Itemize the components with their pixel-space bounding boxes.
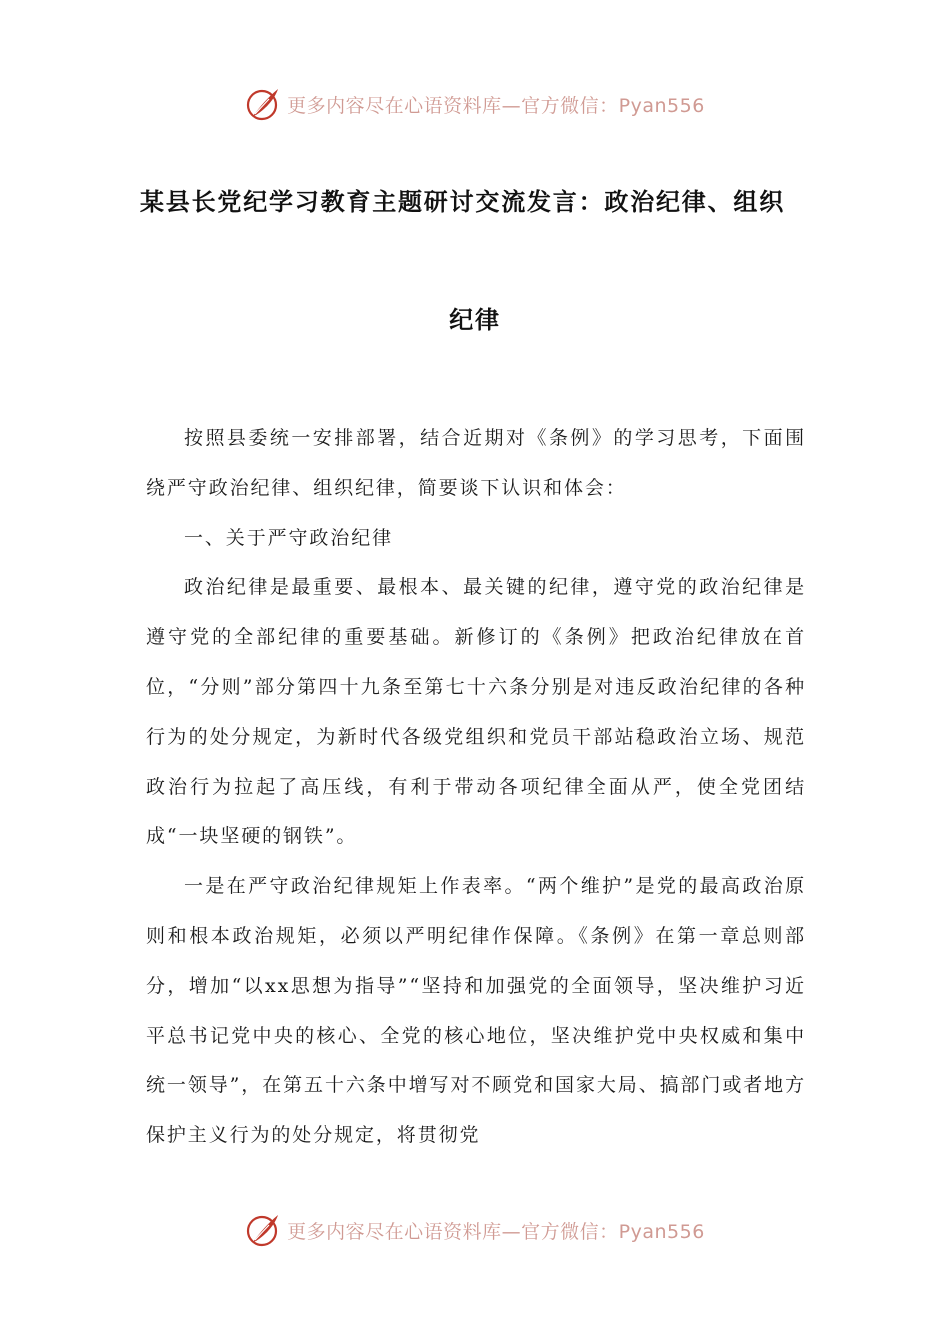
paragraph-point-one: 一是在严守政治纪律规矩上作表率。“两个维护”是党的最高政治原则和根本政治规矩，必须以严明纪律作保障。《条例》在第一章总则部分，增加“以xx思想为指导”“坚持和加强党的全面领导，坚决维护习近平总书记党中央的核心、全党的核心地位，坚决维护党中央权威和集中统一领导”，在第五十六条中增写对不顾党和国家大局、搞部门或者地方保护主义行为的处分规定，将贯彻党 xyxy=(146,875,806,1147)
paragraph-intro: 按照县委统一安排部署，结合近期对《条例》的学习思考，下面围绕严守政治纪律、组织纪律，简要谈下认识和体会： xyxy=(146,427,806,499)
document-title-line-1: 某县长党纪学习教育主题研讨交流发言：政治纪律、组织 xyxy=(140,188,785,216)
watermark-text: 更多内容尽在心语资料库—官方微信：Pyan556 xyxy=(287,94,705,117)
quill-pen-logo-icon xyxy=(245,86,281,122)
quill-pen-logo-icon xyxy=(245,1212,281,1248)
watermark-footer xyxy=(0,1208,950,1252)
document-body xyxy=(146,414,806,1161)
watermark-header xyxy=(0,82,950,126)
paragraph-political-discipline: 政治纪律是最重要、最根本、最关键的纪律，遵守党的政治纪律是遵守党的全部纪律的重要基础。新修订的《条例》把政治纪律放在首位，“分则”部分第四十九条至第七十六条分别是对违反政治纪律的各种行为的处分规定，为新时代各级党组织和党员干部站稳政治立场、规范政治行为拉起了高压线，有利于带动各项纪律全面从严，使全党团结成“一块坚硬的钢铁”。 xyxy=(146,576,806,848)
document-title-line-2: 纪律 xyxy=(449,306,501,334)
section-heading: 一、关于严守政治纪律 xyxy=(184,526,394,549)
watermark-text: 更多内容尽在心语资料库—官方微信：Pyan556 xyxy=(287,1220,705,1243)
